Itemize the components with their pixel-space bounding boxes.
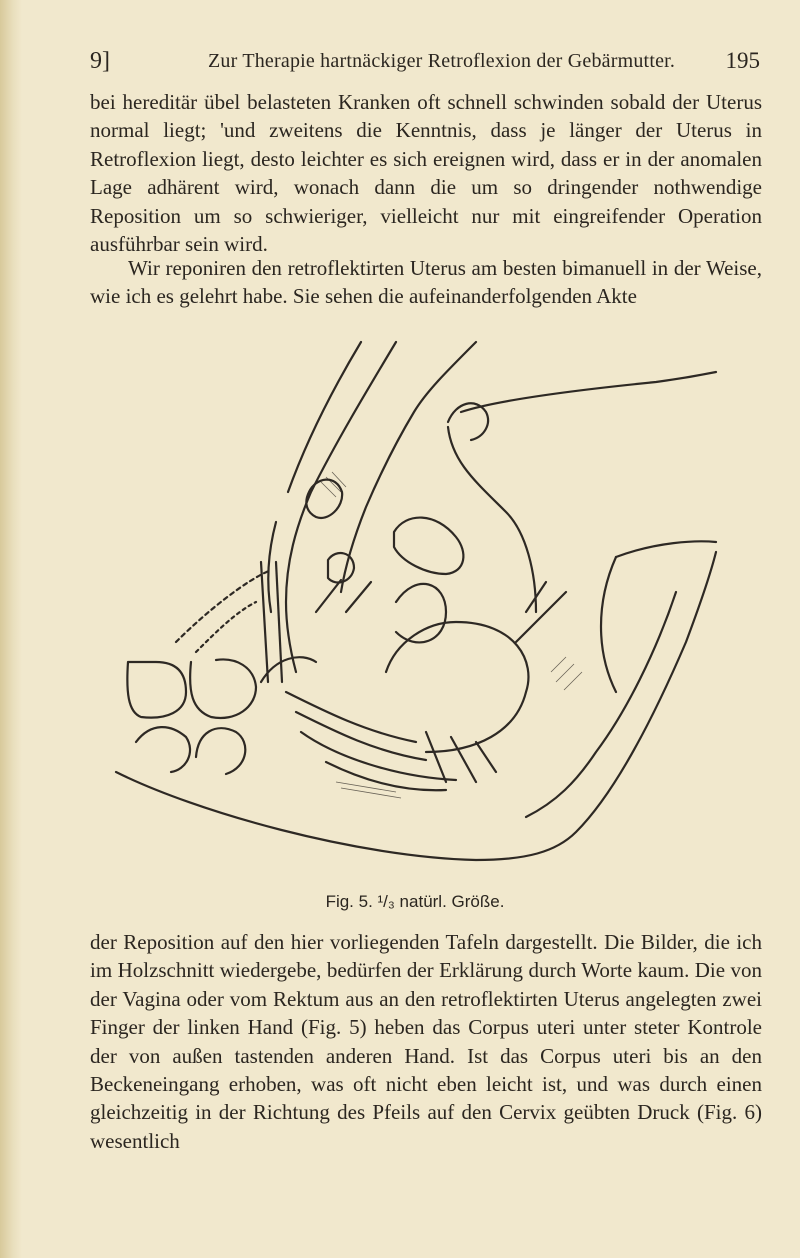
paragraph-1: bei hereditär übel belasteten Kranken oft schnell schwinden sobald der Uterus normal liegt; 'und zweitens die Kenntnis, dass je länger der Uterus in Retroflexion liegt, desto leichter es sich ereignen wird, dass er in der anomalen Lage adhärent wird, wonach dann die um so dringender nothwendige Reposition um so schwieriger, vielleicht nur mit eingreifender Operation ausführbar sein wird.: [90, 90, 762, 257]
figure-caption: Fig. 5. ¹/₃ natürl. Größe.: [325, 892, 505, 911]
figure-5-woodcut: [96, 312, 760, 872]
paragraph-2: Wir reponiren den retroflektirten Uterus am besten bimanuell in der Weise, wie ich es gelehrt habe. Sie sehen die aufeinanderfolgenden Akte: [90, 256, 762, 309]
running-head: [90, 48, 760, 84]
running-title: Zur Therapie hartnäckiger Retroflexion der Gebärmutter.: [208, 50, 676, 72]
page-number: 195: [725, 48, 760, 73]
page-edge-shadow: [0, 0, 22, 1258]
anatomical-illustration: [96, 312, 760, 872]
page-number-left: 9]: [90, 48, 110, 74]
paragraph-3: der Reposition auf den hier vorliegenden Tafeln dargestellt. Die Bilder, die ich im Holzschnitt wiedergebe, bedürfen der Erklärung durch Worte kaum. Die von der Vagina oder vom Rektum aus an den retroflektirten Uterus angelegten zwei Finger der linken Hand (Fig. 5) heben das Corpus uteri unter steter Kontrole der von außen tastenden anderen Hand. Ist das Corpus uteri bis an den Beckeneingang erhoben, was oft nicht eben leicht ist, und was durch einen gleichzeitig in der Richtung des Pfeils auf den Cervix geübten Druck (Fig. 6) wesentlich: [90, 930, 762, 1153]
